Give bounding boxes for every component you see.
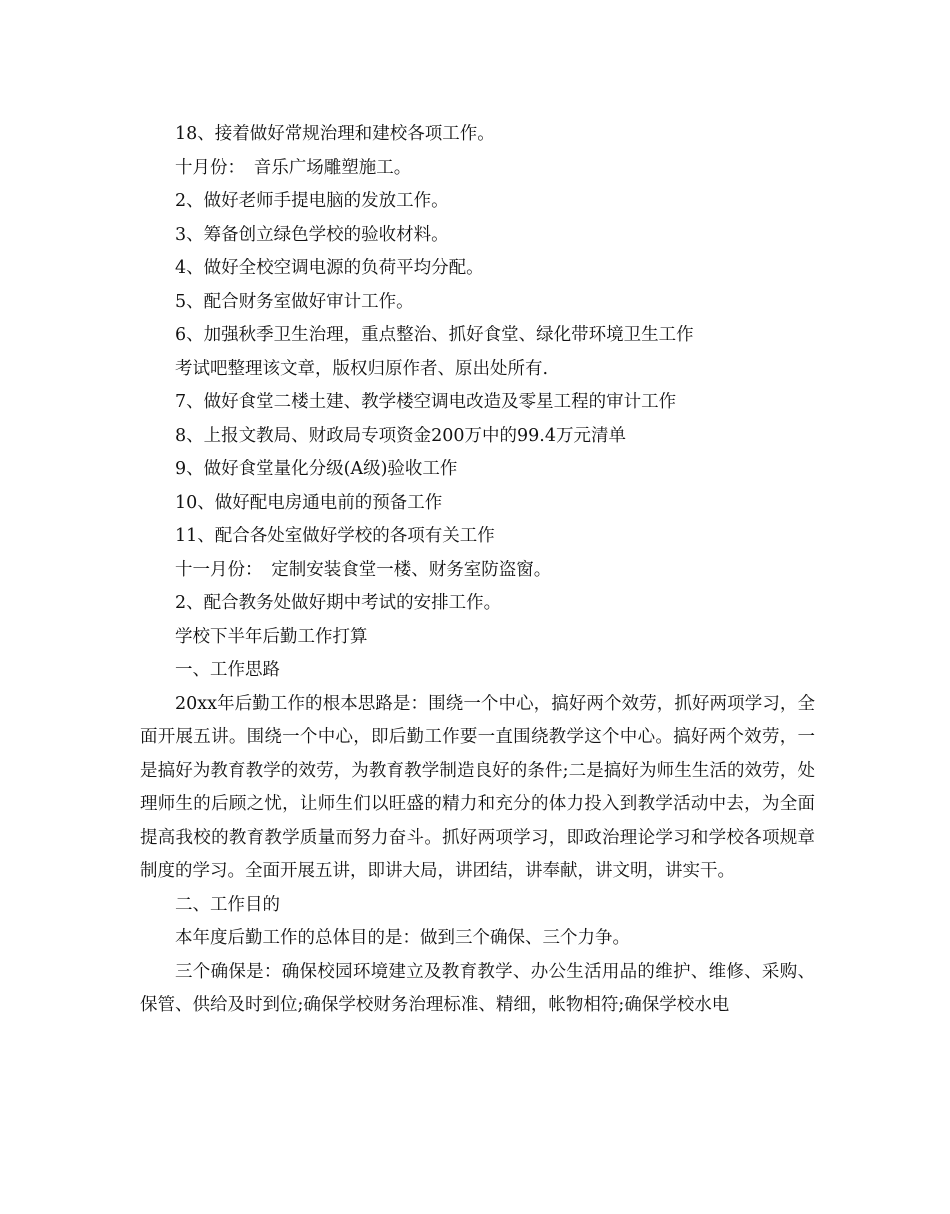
list-item: 6、加强秋季卫生治理，重点整治、抓好食堂、绿化带环境卫生工作 (175, 325, 694, 345)
list-item: 2、配合教务处做好期中考试的安排工作。 (175, 593, 502, 613)
paragraph-three-guarantees: 三个确保是：确保校园环境建立及教育教学、办公生活用品的维护、维修、采购、保管、供给及时到位;确保学校财务治理标准、精细，帐物相符;确保学校水电 (140, 961, 815, 1015)
section-heading-work-goals: 二、工作目的 (175, 894, 280, 915)
paragraph-work-approach: 20xx年后勤工作的根本思路是：围绕一个中心，搞好两个效劳，抓好两项学习，全面开展五讲。围绕一个中心，即后勤工作要一直围绕教学这个中心。搞好两个效劳，一是搞好为教育教学的效劳，为教育教学制造良好的条件;二是搞好为师生生活的效劳，处理师生的后顾之忧，让师生们以旺盛的精力和充分的体力投入到教学活动中去，为全面提高我校的教育教学质量而努力奋斗。抓好两项学习，即政治理论学习和学校各项规章制度的学习。全面开展五讲，即讲大局，讲团结，讲奉献，讲文明，讲实干。 (140, 693, 815, 881)
month-heading-november: 十一月份： 定制安装食堂一楼、财务室防盗窗。 (175, 559, 552, 580)
list-item: 4、做好全校空调电源的负荷平均分配。 (175, 258, 484, 278)
list-item: 2、做好老师手提电脑的发放工作。 (175, 191, 449, 211)
list-item: 3、筹备创立绿色学校的验收材料。 (175, 224, 449, 245)
list-item: 18、接着做好常规治理和建校各项工作。 (175, 124, 495, 144)
document-body (140, 118, 815, 1023)
month-heading-october: 十月份： 音乐广场雕塑施工。 (175, 157, 412, 178)
copyright-note: 考试吧整理该文章，版权归原作者、原出处所有. (175, 358, 549, 379)
list-item: 8、上报文教局、财政局专项资金200万中的99.4万元清单 (175, 425, 626, 446)
list-item: 5、配合财务室做好审计工作。 (175, 291, 414, 312)
section-heading-work-approach: 一、工作思路 (175, 660, 280, 680)
list-item: 9、做好食堂量化分级(A级)验收工作 (175, 459, 458, 479)
list-item: 10、做好配电房通电前的预备工作 (175, 492, 443, 513)
list-item: 7、做好食堂二楼土建、教学楼空调电改造及零星工程的审计工作 (175, 392, 677, 412)
section-title: 学校下半年后勤工作打算 (175, 626, 368, 647)
paragraph-goals-summary: 本年度后勤工作的总体目的是：做到三个确保、三个力争。 (175, 928, 630, 948)
list-item: 11、配合各处室做好学校的各项有关工作 (175, 526, 495, 546)
